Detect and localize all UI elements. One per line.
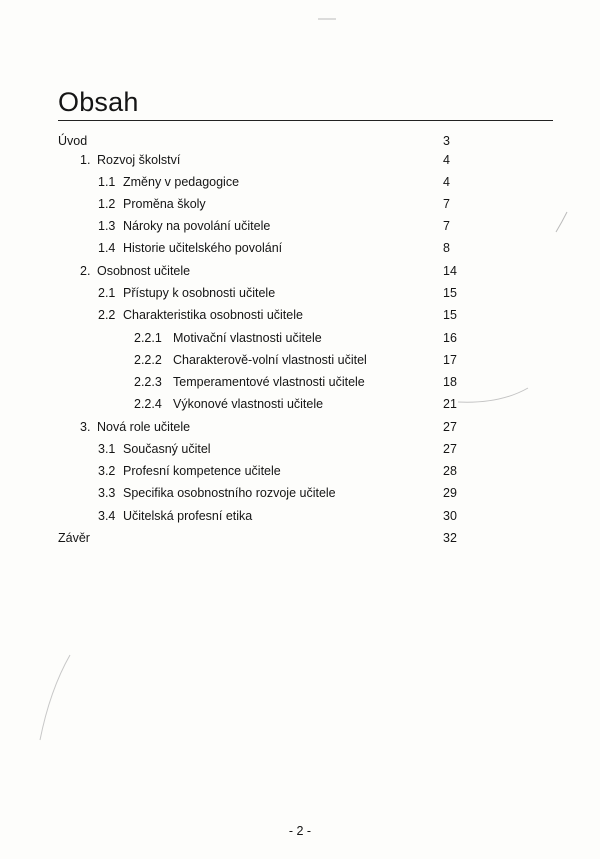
toc-entry xyxy=(0,395,600,413)
toc-entry-number: 2.2.2 xyxy=(134,353,162,367)
page-number-footer: - 2 - xyxy=(288,824,312,838)
toc-entry xyxy=(0,529,600,547)
toc-entry-number: 3.2 xyxy=(98,464,116,478)
toc-entry-page: 3 xyxy=(443,134,450,148)
toc-entry xyxy=(0,195,600,213)
toc-entry-page: 32 xyxy=(443,531,457,545)
toc-entry-label: Úvod xyxy=(58,134,88,148)
toc-entry-page: 29 xyxy=(443,486,457,500)
toc-entry-page: 18 xyxy=(443,375,457,389)
toc-entry-number: 3.4 xyxy=(98,509,116,523)
toc-entry-label: Učitelská profesní etika xyxy=(123,509,253,523)
toc-entry-page: 15 xyxy=(443,286,457,300)
toc-entry-number: 3.1 xyxy=(98,442,116,456)
toc-entry-number: 2.2.1 xyxy=(134,331,162,345)
toc-entry-label: Rozvoj školství xyxy=(97,153,181,167)
toc-entry-label: Charakteristika osobnosti učitele xyxy=(123,308,303,322)
toc-entry xyxy=(0,440,600,458)
toc-entry xyxy=(0,132,600,150)
toc-entry-label: Temperamentové vlastnosti učitele xyxy=(173,375,365,389)
toc-entry-number: 1. xyxy=(80,153,91,167)
toc-entry-label: Specifika osobnostního rozvoje učitele xyxy=(123,486,336,500)
toc-entry-label: Profesní kompetence učitele xyxy=(123,464,281,478)
toc-entry-label: Nová role učitele xyxy=(97,420,191,434)
toc-entry-number: 1.4 xyxy=(98,241,116,255)
toc-entry-number: 3. xyxy=(80,420,91,434)
toc-entry-page: 8 xyxy=(443,241,450,255)
toc-entry-page: 15 xyxy=(443,308,457,322)
toc-entry-page: 30 xyxy=(443,509,457,523)
toc-entry-number: 2.2.3 xyxy=(134,375,162,389)
toc-entry-label: Osobnost učitele xyxy=(97,264,191,278)
toc-entry xyxy=(0,217,600,235)
toc-entry xyxy=(0,173,600,191)
toc-entry-page: 27 xyxy=(443,442,457,456)
toc-entry-page: 4 xyxy=(443,153,450,167)
toc-entry xyxy=(0,462,600,480)
title-underline xyxy=(58,120,553,121)
toc-entry-number: 1.3 xyxy=(98,219,116,233)
toc-entry-number: 2.2 xyxy=(98,308,116,322)
toc-entry-label: Přístupy k osobnosti učitele xyxy=(123,286,276,300)
toc-entry-page: 17 xyxy=(443,353,457,367)
page-title: Obsah xyxy=(58,87,139,117)
toc-entry xyxy=(0,284,600,302)
toc-entry-page: 14 xyxy=(443,264,457,278)
toc-entry-number: 2.2.4 xyxy=(134,397,162,411)
toc-entry-label: Nároky na povolání učitele xyxy=(123,219,271,233)
toc-entry xyxy=(0,306,600,324)
toc-entry-number: 1.2 xyxy=(98,197,116,211)
toc-entry-label: Proměna školy xyxy=(123,197,206,211)
toc-entry xyxy=(0,239,600,257)
toc-entry-label: Závěr xyxy=(58,531,90,545)
toc-entry-number: 2. xyxy=(80,264,91,278)
toc-entry-page: 7 xyxy=(443,219,450,233)
toc-entry-page: 16 xyxy=(443,331,457,345)
toc-entry xyxy=(0,418,600,436)
toc-entry-page: 21 xyxy=(443,397,457,411)
scan-mark-left-stroke xyxy=(40,655,70,740)
toc-entry-label: Změny v pedagogice xyxy=(123,175,240,189)
toc-entry-page: 28 xyxy=(443,464,457,478)
toc-entry xyxy=(0,262,600,280)
toc-entry xyxy=(0,329,600,347)
toc-entry-number: 3.3 xyxy=(98,486,116,500)
toc-entry-label: Výkonové vlastnosti učitele xyxy=(173,397,324,411)
toc-entry-label: Historie učitelského povolání xyxy=(123,241,283,255)
toc-entry-label: Charakterově-volní vlastnosti učitel xyxy=(173,353,367,367)
toc-entry xyxy=(0,484,600,502)
toc-entry xyxy=(0,507,600,525)
toc-entry xyxy=(0,151,600,169)
toc-entry-label: Motivační vlastnosti učitele xyxy=(173,331,322,345)
toc-entry-number: 1.1 xyxy=(98,175,116,189)
toc-entry xyxy=(0,373,600,391)
toc-entry-page: 7 xyxy=(443,197,450,211)
toc-entry-page: 27 xyxy=(443,420,457,434)
toc-entry-number: 2.1 xyxy=(98,286,116,300)
toc-entry-label: Současný učitel xyxy=(123,442,211,456)
toc-entry xyxy=(0,351,600,369)
toc-entry-page: 4 xyxy=(443,175,450,189)
